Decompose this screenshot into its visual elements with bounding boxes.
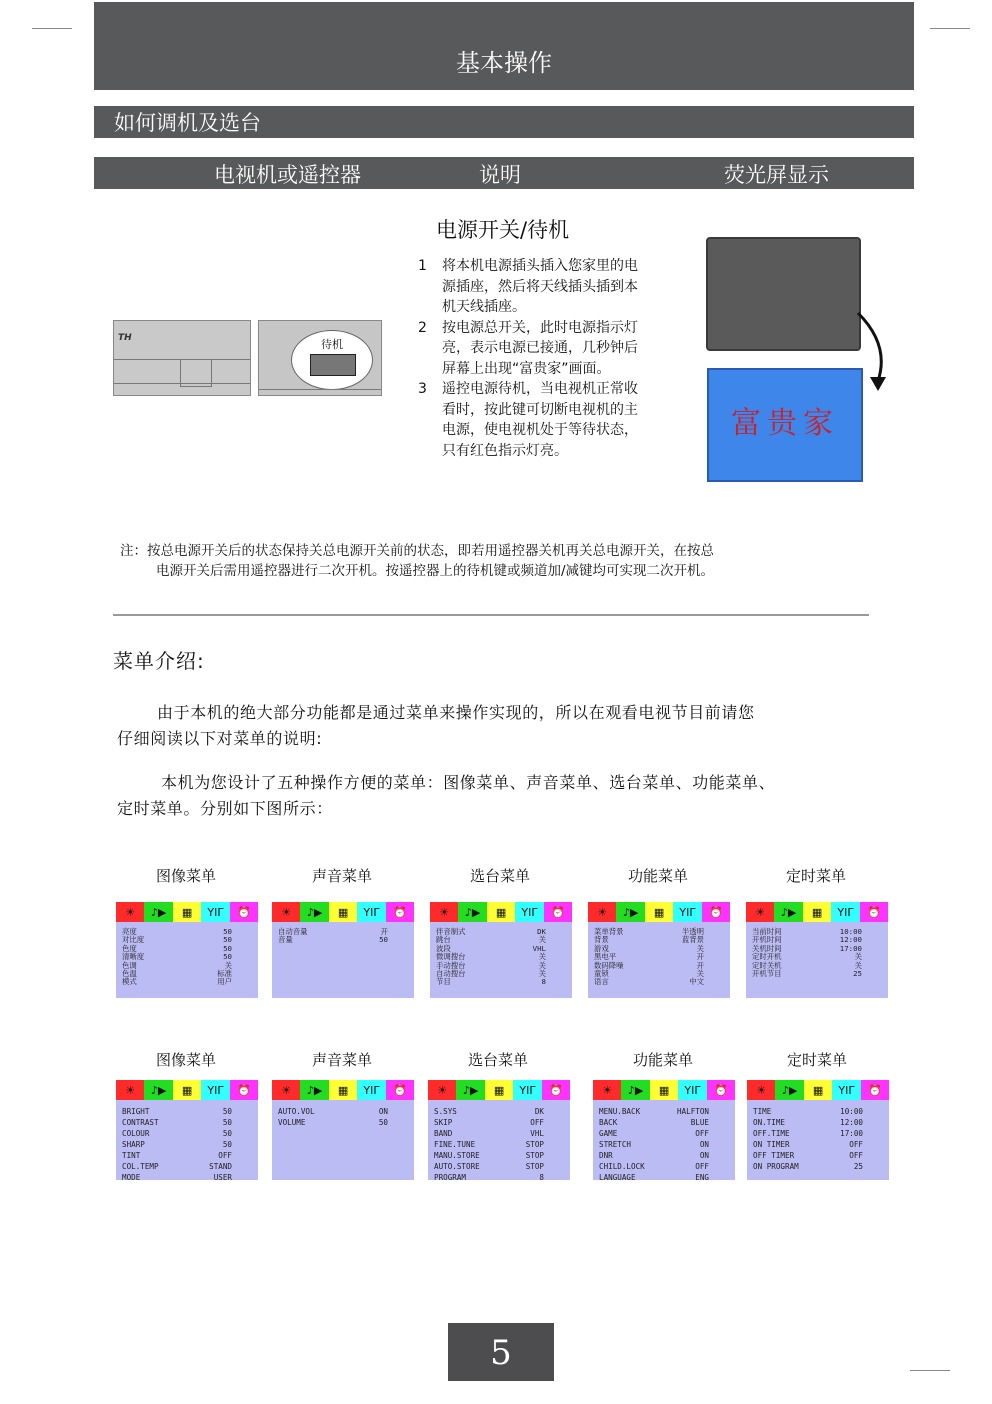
osd-menu-row [122, 936, 252, 944]
osd-item-label: OFF TIMER [753, 1151, 795, 1160]
tuning-icon: ▦ [650, 1080, 678, 1100]
osd-item-value: ON [378, 1107, 388, 1116]
tuning-icon: ▦ [803, 902, 831, 922]
osd-item-label: 定时关机 [752, 960, 782, 970]
osd-item-value: OFF [695, 1162, 709, 1171]
sound-icon: ♪▶ [621, 1080, 649, 1100]
osd-item-value: DK [534, 1107, 544, 1116]
step-item [416, 256, 646, 318]
picture-icon: ☀ [746, 902, 774, 922]
osd-item-value: 开 [696, 952, 704, 962]
osd-item-label: 节目 [436, 977, 451, 987]
logo-text: 富贵家 [731, 406, 839, 441]
osd-item-value: 12:00 [839, 935, 862, 945]
note-line: 注：按总电源开关后的状态保持关总电源开关前的状态，即若用遥控器关机再关总电源开关，在按总 [120, 543, 714, 559]
osd-icon-bar [116, 902, 258, 922]
osd-item-value: 关 [854, 952, 862, 962]
osd-item-value: 50 [379, 935, 388, 945]
osd-item-value: 50 [378, 1118, 388, 1127]
osd-item-label: SHARP [122, 1140, 145, 1149]
function-icon: ΥΙΓ [513, 1080, 541, 1100]
standby-highlight [291, 330, 373, 390]
osd-item-value: 50 [222, 1129, 232, 1138]
osd-menu-row [752, 970, 882, 978]
osd-item-value: ENG [695, 1173, 709, 1180]
osd-item-label: COL.TEMP [122, 1162, 159, 1171]
note-line: 电源开关后需用遥控器进行二次开机。按遥控器上的待机键或频道加/减键均可实现二次开机。 [156, 563, 715, 579]
osd-item-value: OFF [695, 1129, 709, 1138]
osd-menu-row [599, 1172, 729, 1180]
osd-item-label: BRIGHT [122, 1107, 150, 1116]
osd-item-label: 关机时间 [752, 943, 782, 953]
picture-icon: ☀ [588, 902, 616, 922]
osd-menu-panel [272, 1080, 414, 1180]
osd-menu-row [278, 1117, 408, 1128]
osd-item-label: 清晰度 [122, 952, 145, 962]
osd-item-label: 亮度 [122, 927, 137, 936]
osd-item-value: 标准 [217, 969, 232, 979]
osd-item-label: 开机时间 [752, 935, 782, 945]
timer-icon: ⏰ [386, 902, 414, 922]
osd-menu-panel [593, 1080, 735, 1180]
osd-menu-panel [430, 902, 572, 998]
osd-item-label: MANU.STORE [434, 1151, 480, 1160]
osd-item-label: BACK [599, 1118, 618, 1127]
osd-menu-row [122, 1172, 252, 1180]
osd-icon-bar [116, 1080, 258, 1100]
osd-item-label: FINE.TUNE [434, 1140, 476, 1149]
osd-item-label: 黑电平 [594, 952, 617, 962]
osd-item-label: SKIP [434, 1118, 453, 1127]
column-header-device: 电视机或遥控器 [214, 163, 361, 187]
osd-menu-row [278, 928, 408, 936]
osd-item-value: 25 [853, 1162, 863, 1171]
osd-menu-panel [747, 1080, 889, 1180]
osd-menu-row [122, 978, 252, 986]
osd-menu-row [122, 1139, 252, 1150]
osd-item-label: 自动音量 [278, 927, 308, 936]
para-line: 定时菜单。分别如下图所示： [117, 799, 333, 818]
picture-icon: ☀ [430, 902, 458, 922]
osd-item-value: HALFTON [676, 1107, 709, 1116]
sound-icon: ♪▶ [300, 902, 328, 922]
osd-item-label: GAME [599, 1129, 618, 1138]
osd-item-value: 关 [538, 960, 546, 970]
standby-label: 待机 [321, 338, 343, 351]
step-item [416, 379, 646, 461]
osd-item-label: 游戏 [594, 943, 609, 953]
timer-icon: ⏰ [861, 1080, 889, 1100]
picture-icon: ☀ [428, 1080, 456, 1100]
osd-menu-row [599, 1161, 729, 1172]
osd-menu-row [599, 1139, 729, 1150]
osd-menu-row [434, 1161, 564, 1172]
osd-item-value: 开 [696, 960, 704, 970]
osd-item-value: STOP [525, 1162, 544, 1171]
osd-item-label: 色调 [122, 960, 137, 970]
sound-icon: ♪▶ [300, 1080, 328, 1100]
osd-menu-panel [588, 902, 730, 998]
osd-icon-bar [588, 902, 730, 922]
function-icon: ΥΙΓ [201, 902, 229, 922]
osd-icon-bar [747, 1080, 889, 1100]
osd-item-label: S.SYS [434, 1107, 457, 1116]
function-icon: ΥΙΓ [678, 1080, 706, 1100]
osd-item-label: 伴音制式 [436, 927, 466, 936]
osd-item-value: VHL [530, 1129, 544, 1138]
picture-icon: ☀ [272, 902, 300, 922]
osd-item-label: AUTO.VOL [278, 1107, 315, 1116]
tv-screen-off [706, 237, 861, 351]
osd-item-value: STAND [209, 1162, 232, 1171]
tuning-icon: ▦ [487, 902, 515, 922]
osd-menu-row [594, 928, 724, 936]
timer-icon: ⏰ [542, 1080, 570, 1100]
osd-item-value: 关 [696, 943, 704, 953]
osd-item-label: 微调搜台 [436, 952, 466, 962]
osd-item-value: STOP [525, 1151, 544, 1160]
osd-menu-row [122, 1128, 252, 1139]
picture-icon: ☀ [593, 1080, 621, 1100]
osd-item-value: 17:00 [839, 943, 862, 953]
osd-item-label: 音量 [278, 935, 293, 945]
osd-menu-row [753, 1161, 883, 1172]
osd-menu-row [434, 1117, 564, 1128]
osd-icon-bar [272, 1080, 414, 1100]
osd-item-label: TIME [753, 1107, 772, 1116]
osd-item-label: COLOUR [122, 1129, 150, 1138]
osd-item-label: 语言 [594, 977, 609, 987]
tuning-icon: ▦ [173, 1080, 201, 1100]
osd-menu-panel [428, 1080, 570, 1180]
osd-item-value: 10:00 [839, 927, 862, 936]
osd-menu-row [122, 1161, 252, 1172]
menu-caption: 选台菜单 [469, 867, 530, 885]
osd-item-label: PROGRAM [434, 1173, 467, 1180]
osd-item-value: VHL [532, 943, 546, 953]
timer-icon: ⏰ [230, 902, 258, 922]
tuning-icon: ▦ [804, 1080, 832, 1100]
osd-menu-row [594, 970, 724, 978]
osd-item-value: 中文 [689, 977, 704, 987]
osd-item-label: 色度 [122, 943, 137, 953]
osd-menu-row [753, 1139, 883, 1150]
power-steps [416, 256, 646, 461]
step-number: 3 [418, 381, 427, 397]
osd-item-label: 波段 [436, 943, 451, 953]
picture-icon: ☀ [747, 1080, 775, 1100]
column-header-bar [94, 157, 914, 189]
osd-menu-row [599, 1117, 729, 1128]
osd-menu-panel [116, 902, 258, 998]
step-text: 按电源总开关，此时电源指示灯亮，表示电源已接通，几秒钟后屏幕上出现“富贵家”画面。 [442, 319, 638, 377]
osd-item-label: ON PROGRAM [753, 1162, 799, 1171]
osd-item-value: 蓝背景 [681, 935, 704, 945]
function-icon: ΥΙΓ [831, 902, 859, 922]
osd-item-value: ON [699, 1151, 709, 1160]
timer-icon: ⏰ [707, 1080, 735, 1100]
timer-icon: ⏰ [230, 1080, 258, 1100]
osd-item-label: 模式 [122, 977, 137, 987]
sound-icon: ♪▶ [774, 902, 802, 922]
tuning-icon: ▦ [645, 902, 673, 922]
osd-item-value: 关 [538, 935, 546, 945]
osd-item-label: 手动搜台 [436, 960, 466, 970]
osd-item-label: OFF.TIME [753, 1129, 790, 1138]
sound-icon: ♪▶ [458, 902, 486, 922]
osd-menu-row [753, 1150, 883, 1161]
osd-item-label: VOLUME [278, 1118, 306, 1127]
osd-item-label: 当前时间 [752, 927, 782, 936]
menu-caption: 功能菜单 [627, 867, 688, 885]
crop-mark [930, 28, 970, 29]
sound-icon: ♪▶ [144, 902, 172, 922]
osd-item-value: BLUE [690, 1118, 709, 1127]
menu-intro-para1 [117, 700, 877, 752]
osd-item-value: 17:00 [840, 1129, 863, 1138]
osd-item-label: BAND [434, 1129, 453, 1138]
step-text: 遥控电源待机，当电视机正常收看时，按此键可切断电视机的主电源，使电视机处于等待状态，只有红色指示灯亮。 [442, 381, 638, 459]
sound-icon: ♪▶ [456, 1080, 484, 1100]
osd-icon-bar [593, 1080, 735, 1100]
osd-item-value: 50 [223, 943, 232, 953]
tuning-icon: ▦ [329, 902, 357, 922]
osd-icon-bar [430, 902, 572, 922]
para-line: 仔细阅读以下对菜单的说明: [117, 729, 323, 748]
osd-item-value: 关 [224, 960, 232, 970]
osd-item-value: 10:00 [840, 1107, 863, 1116]
tuning-icon: ▦ [485, 1080, 513, 1100]
osd-item-label: 对比度 [122, 935, 145, 945]
osd-item-value: 50 [222, 1140, 232, 1149]
menu-caption: 图像菜单 [155, 1051, 216, 1069]
osd-item-label: ON.TIME [753, 1118, 786, 1127]
osd-icon-bar [272, 902, 414, 922]
osd-item-value: 50 [222, 1118, 232, 1127]
para-line: 本机为您设计了五种操作方便的菜单：图像菜单、声音菜单、选台菜单、功能菜单、 [161, 773, 776, 792]
osd-menu-row [434, 1172, 564, 1180]
osd-item-value: 关 [538, 952, 546, 962]
osd-item-value: 12:00 [840, 1118, 863, 1127]
osd-item-label: 色温 [122, 969, 137, 979]
step-text: 将本机电源插头插入您家里的电源插座，然后将天线插头插到本机天线插座。 [442, 258, 638, 315]
osd-item-label: CONTRAST [122, 1118, 159, 1127]
para-line: 由于本机的绝大部分功能都是通过菜单来操作实现的，所以在观看电视节目前请您 [157, 703, 755, 722]
osd-menu-row [436, 936, 566, 944]
timer-icon: ⏰ [702, 902, 730, 922]
menu-caption: 定时菜单 [786, 1051, 847, 1069]
osd-item-label: 背景 [594, 935, 609, 945]
osd-menu-row [599, 1150, 729, 1161]
osd-item-value: 8 [541, 977, 546, 987]
osd-icon-bar [428, 1080, 570, 1100]
page-number: 5 [448, 1323, 554, 1381]
osd-item-value: ON [699, 1140, 709, 1149]
osd-item-label: CHILD.LOCK [599, 1162, 645, 1171]
osd-item-label: 数码降噪 [594, 960, 624, 970]
menu-intro-para2 [117, 770, 877, 822]
section-divider [113, 614, 869, 616]
timer-icon: ⏰ [386, 1080, 414, 1100]
function-icon: ΥΙΓ [832, 1080, 860, 1100]
osd-item-label: LANGUAGE [599, 1173, 636, 1180]
timer-icon: ⏰ [860, 902, 888, 922]
osd-item-value: 关 [538, 969, 546, 979]
sound-icon: ♪▶ [616, 902, 644, 922]
osd-menu-row [436, 928, 566, 936]
power-note [120, 541, 880, 581]
osd-item-value: 用户 [217, 977, 232, 987]
osd-item-value: STOP [525, 1140, 544, 1149]
osd-item-value: 开 [380, 927, 388, 936]
standby-button[interactable] [310, 354, 356, 376]
function-icon: ΥΙΓ [673, 902, 701, 922]
column-header-description: 说明 [479, 163, 521, 187]
osd-item-value: DK [537, 927, 546, 936]
menu-caption: 图像菜单 [155, 867, 216, 885]
step-item [416, 318, 646, 380]
osd-menu-row [436, 978, 566, 986]
picture-icon: ☀ [116, 902, 144, 922]
picture-icon: ☀ [116, 1080, 144, 1100]
osd-menu-row [434, 1139, 564, 1150]
function-icon: ΥΙΓ [201, 1080, 229, 1100]
osd-item-value: 8 [539, 1173, 544, 1180]
menu-caption: 声音菜单 [311, 1051, 372, 1069]
osd-item-label: TINT [122, 1151, 141, 1160]
crop-mark [32, 28, 72, 29]
osd-menu-row [594, 962, 724, 970]
osd-menu-row [434, 1128, 564, 1139]
osd-menu-row [122, 1150, 252, 1161]
power-standby-title: 电源开关/待机 [436, 218, 570, 242]
osd-item-label: 跳台 [436, 935, 451, 945]
osd-menu-row [599, 1106, 729, 1117]
menu-caption: 功能菜单 [632, 1051, 693, 1069]
osd-menu-row [753, 1106, 883, 1117]
osd-item-label: 自动搜台 [436, 969, 466, 979]
brand-label: TH [118, 333, 132, 343]
osd-item-label: 童锁 [594, 969, 609, 979]
osd-item-label: 定时开机 [752, 952, 782, 962]
osd-menu-row [122, 1106, 252, 1117]
osd-icon-bar [746, 902, 888, 922]
function-icon: ΥΙΓ [357, 1080, 385, 1100]
standby-button-closeup [258, 320, 382, 396]
osd-menu-row [278, 1106, 408, 1117]
osd-item-value: 关 [854, 960, 862, 970]
osd-item-label: 开机节目 [752, 969, 782, 979]
tuning-icon: ▦ [173, 902, 201, 922]
osd-menu-row [599, 1128, 729, 1139]
osd-menu-panel [746, 902, 888, 998]
menu-caption: 选台菜单 [467, 1051, 528, 1069]
step-number: 2 [418, 319, 427, 336]
osd-item-value: OFF [849, 1140, 863, 1149]
menu-intro-title: 菜单介绍: [113, 649, 205, 673]
tv-screen-logo [707, 368, 863, 482]
column-header-screen: 荧光屏显示 [724, 163, 829, 187]
timer-icon: ⏰ [544, 902, 572, 922]
osd-item-label: MENU.BACK [599, 1107, 641, 1116]
osd-menu-row [122, 953, 252, 961]
osd-menu-row [436, 970, 566, 978]
function-icon: ΥΙΓ [515, 902, 543, 922]
osd-item-value: USER [213, 1173, 232, 1180]
osd-item-label: ON TIMER [753, 1140, 790, 1149]
osd-item-value: 25 [853, 969, 862, 979]
picture-icon: ☀ [272, 1080, 300, 1100]
sound-icon: ♪▶ [775, 1080, 803, 1100]
osd-item-label: 菜单背景 [594, 927, 624, 936]
osd-menu-row [122, 962, 252, 970]
sound-icon: ♪▶ [144, 1080, 172, 1100]
osd-menu-panel [272, 902, 414, 998]
osd-menu-row [753, 1117, 883, 1128]
menu-caption: 声音菜单 [311, 867, 372, 885]
osd-item-value: 50 [223, 935, 232, 945]
osd-menu-row [594, 936, 724, 944]
osd-menu-row [594, 978, 724, 986]
osd-menu-row [753, 1128, 883, 1139]
tv-front-panel-image [113, 320, 251, 396]
osd-item-label: MODE [122, 1173, 141, 1180]
osd-item-value: OFF [849, 1151, 863, 1160]
crop-mark [910, 1370, 950, 1371]
osd-item-value: OFF [218, 1151, 232, 1160]
osd-menu-panel [116, 1080, 258, 1180]
osd-menu-row [434, 1150, 564, 1161]
osd-item-value: 关 [696, 969, 704, 979]
osd-menu-row [122, 970, 252, 978]
osd-menu-row [278, 936, 408, 944]
osd-item-value: 50 [222, 1107, 232, 1116]
function-icon: ΥΙΓ [357, 902, 385, 922]
osd-item-label: AUTO.STORE [434, 1162, 480, 1171]
osd-item-value: OFF [530, 1118, 544, 1127]
osd-menu-row [122, 1117, 252, 1128]
step-number: 1 [418, 258, 427, 274]
page-title: 基本操作 [94, 2, 914, 90]
osd-item-value: 半透明 [681, 927, 704, 936]
menu-caption: 定时菜单 [785, 867, 846, 885]
osd-menu-row [434, 1106, 564, 1117]
osd-item-value: 50 [223, 927, 232, 936]
osd-item-label: DNR [599, 1151, 613, 1160]
osd-item-label: STRETCH [599, 1140, 632, 1149]
tuning-icon: ▦ [329, 1080, 357, 1100]
osd-item-value: 50 [223, 952, 232, 962]
section-title: 如何调机及选台 [94, 106, 914, 138]
